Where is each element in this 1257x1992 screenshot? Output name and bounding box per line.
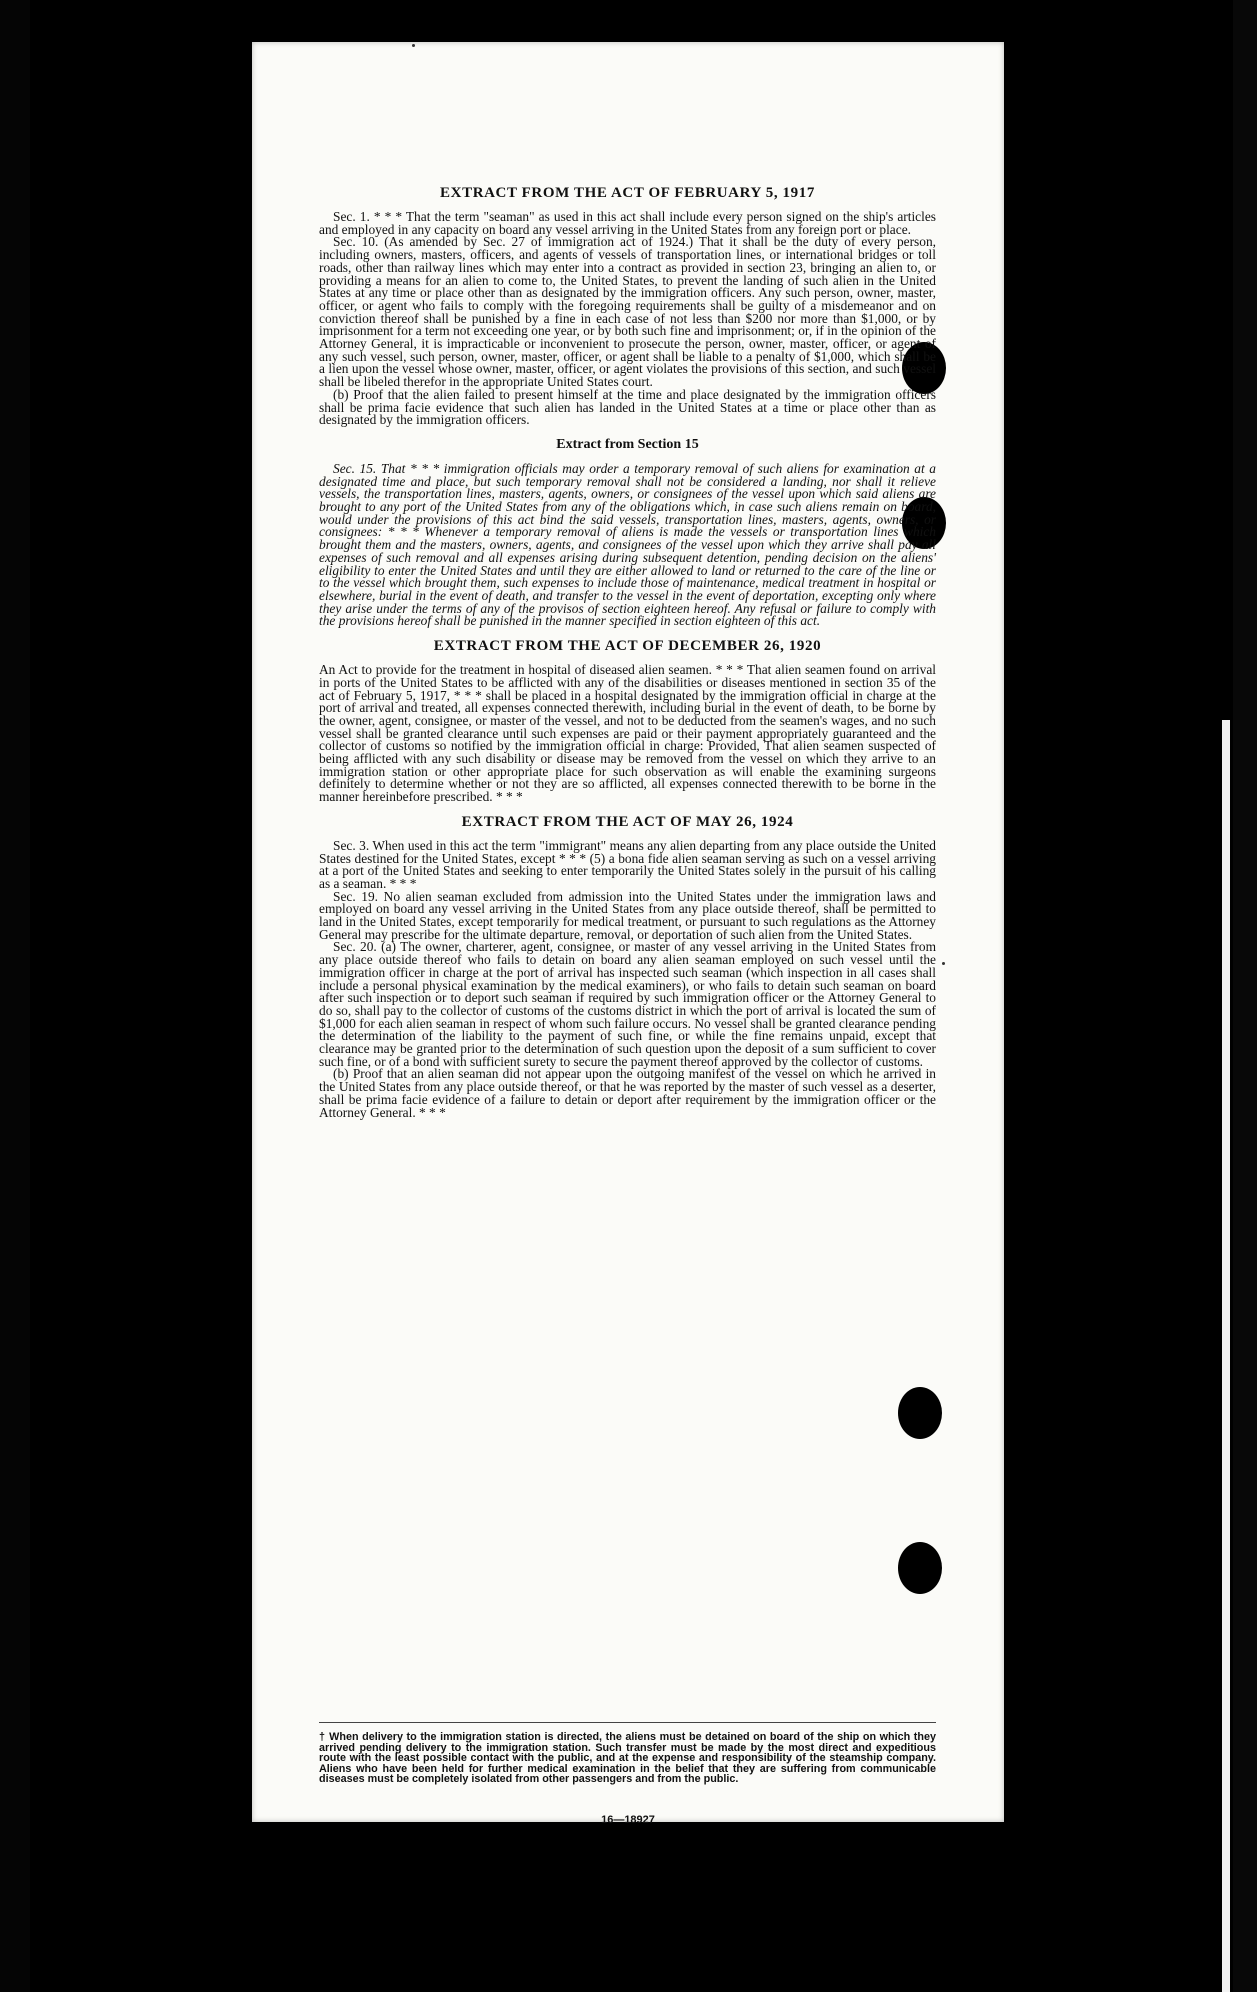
paragraph-sec10: Sec. 10. (As amended by Sec. 27 of immigration act of 1924.) That it shall be the duty of every person, including owners, masters, officers, and agents of vessels of transportation lines, or international bridges or toll roads, other than railway lines which may enter into a contract as provided in section 23, bringing an alien to, or providing a means for an alien to come to, the United States, to prevent the landing of such alien in the United States at any time or place other than as designated by the immigration officers. Any such person, owner, master, officer, or agent who fails to comply with the foregoing requirements shall be guilty of a misdemeanor and on conviction thereof shall be punished by a fine in each case of not less than $200 nor more than $1,000, or by imprisonment for a term not exceeding one year, or by both such fine and imprisonment; or, if in the opinion of the Attorney General, it is impracticable or inconvenient to prosecute the person, owner, master, officer, or agent of any such vessel, such person, owner, master, officer, or agent shall be liable to a penalty of $1,000, which shall be a lien upon the vessel whose owner, master, officer, or agent violates the provisions of this section, and such vessel shall be libeled therefor in the appropriate United States court. (319, 234, 936, 390)
section-title-1920: EXTRACT FROM THE ACT OF DECEMBER 26, 1920 (433, 638, 822, 655)
document-page (252, 42, 1004, 1826)
paragraph-1920: An Act to provide for the treatment in hospital of diseased alien seamen. * * * That alien seamen found on arrival in ports of the United States to be afflicted with any of the disabilities or diseases mentioned in section 35 of the act of February 5, 1917, * * * shall be placed in a hospital designated by the immigration official in charge at the port of arrival and treated, all expenses connected therewith, including burial in the event of death, to be borne by the owner, agent, consignee, or master of the vessel, and not to be deducted from the seamen's wages, and no such vessel shall be granted clearance until such expenses are paid or their payment appropriately guaranteed and the collector of customs so notified by the immigration official in charge: Provided, That alien seamen suspected of being afflicted with any such disability or disease may be removed from the vessel on which they arrive to an immigration station or other appropriate place for such observation as will enable the examining surgeons definitely to determine whether or not they are so afflicted, all expenses connected therewith to be borne in the manner hereinbefore prescribed. * * * (319, 662, 936, 805)
punch-hole (898, 1542, 942, 1594)
paragraph-sec10b: (b) Proof that the alien failed to present himself at the time and place designated by the immigration officers shall be prima facie evidence that such alien has landed in the United States at a time or place other than as designated by the immigration officers. (319, 386, 936, 428)
section-title-section15: Extract from Section 15 (556, 436, 699, 452)
section-title-1917: EXTRACT FROM THE ACT OF FEBRUARY 5, 1917 (440, 185, 815, 201)
section-1924-text (319, 837, 936, 1120)
scan-speck (412, 44, 415, 47)
punch-hole (898, 1387, 942, 1439)
paragraph-sec3: Sec. 3. When used in this act the term "immigrant" means any alien departing from any place outside the United States destined for the United States, except * * * (5) a bona fide alien seaman serving as such on a vessel arriving at a port of the United States and seeking to enter temporarily the United States solely in the pursuit of his calling as a seaman. * * * (319, 837, 936, 891)
section-1917-text (319, 211, 936, 427)
scan-streak (1222, 720, 1230, 1992)
paragraph-sec19: Sec. 19. No alien seaman excluded from admission into the United States under the immigration laws and employed on board any vessel arriving in the United States from any place outside thereof, shall be permitted to land in the United States, except temporarily for medical treatment, or pursuant to such regulations as the Attorney General may prescribe for the ultimate departure, removal, or deportation of such alien from the United States. (319, 888, 936, 942)
section-1920-text (319, 664, 936, 804)
footnote: † When delivery to the immigration station is directed, the aliens must be detained on board of the ship on which they arrived pending delivery to the immigration station. Such transfer must be made by the most direct and expeditious route with the least possible contact with the public, and at the expense and responsibility of the steamship company. Aliens who have been held for further medical examination in the belief that they are suffering from communicable diseases must be completely isolated from other passengers and from the public. (319, 1731, 936, 1786)
scan-speck (942, 962, 945, 965)
section-title-1924: EXTRACT FROM THE ACT OF MAY 26, 1924 (461, 813, 794, 830)
paragraph-sec15: Sec. 15. That * * * immigration officials may order a temporary removal of such aliens for examination at a designated time and place, but such temporary removal shall not be considered a landing, nor shall it relieve vessels, the transportation lines, masters, agents, owners, or consignees of the vessel upon which said aliens are brought to any port of the United States from any of the obligations which, in case such aliens remain on board, would under the provisions of this act bind the said vessels, transportation lines, masters, agents, owners, or consignees: * * * Whenever a temporary removal of aliens is made the vessels or transportation lines which brought them and the masters, owners, agents, and consignees of the vessel upon which they arrive shall pay all expenses of such removal and all expenses arising during subsequent detention, pending decision on the aliens' eligibility to enter the United States and until they are either allowed to land or returned to the care of the line or to the vessel which brought them, such expenses to include those of maintenance, medical treatment in hospital or elsewhere, burial in the event of death, and transfer to the vessel in the event of deportation, excepting only where they arise under the terms of any of the provisos of section eighteen hereof. Any refusal or failure to comply with the provisions hereof shall be punished in the manner specified in section eighteen of this act. (319, 460, 936, 629)
paragraph-sec1: Sec. 1. * * * That the term "seaman" as used in this act shall include every person signed on the ship's articles and employed in any capacity on board any vessel arriving in the United States from any foreign port or place. (319, 209, 936, 237)
paragraph-sec20a: Sec. 20. (a) The owner, charterer, agent, consignee, or master of any vessel arriving in the United States from any place outside thereof who fails to detain on board any alien seaman employed on such vessel until the immigration officer in charge at the port of arrival has inspected such seaman (which inspection in all cases shall include a personal physical examination by the medical examiners), or who fails to detain such seaman on board after such inspection or to deport such seaman if required by such immigration officer or the Attorney General to do so, shall pay to the collector of customs of the customs district in which the port of arrival is located the sum of $1,000 for each alien seaman in respect of whom such failure occurs. No vessel shall be granted clearance pending the determination of the liability to the payment of such fine, or while the fine remains unpaid, except that clearance may be granted prior to the determination of such question upon the deposit of a sum sufficient to cover such fine, or of a bond with sufficient surety to secure the payment thereof approved by the collector of customs. (319, 939, 936, 1069)
form-number: 16—18927 (601, 1814, 655, 1826)
scan-border-left (0, 0, 30, 1992)
paragraph-sec20b: (b) Proof that an alien seaman did not appear upon the outgoing manifest of the vessel on which he arrived in the United States from any place outside thereof, or that he was reported by the master of such vessel as a deserter, shall be prima facie evidence of a failure to detain or deport after requirement by the immigration officer or the Attorney General. * * * (319, 1066, 936, 1120)
section-15-text (319, 460, 936, 629)
footnote-divider (319, 1722, 936, 1723)
document-body (319, 185, 936, 1129)
scan-border-right (1233, 0, 1257, 1992)
